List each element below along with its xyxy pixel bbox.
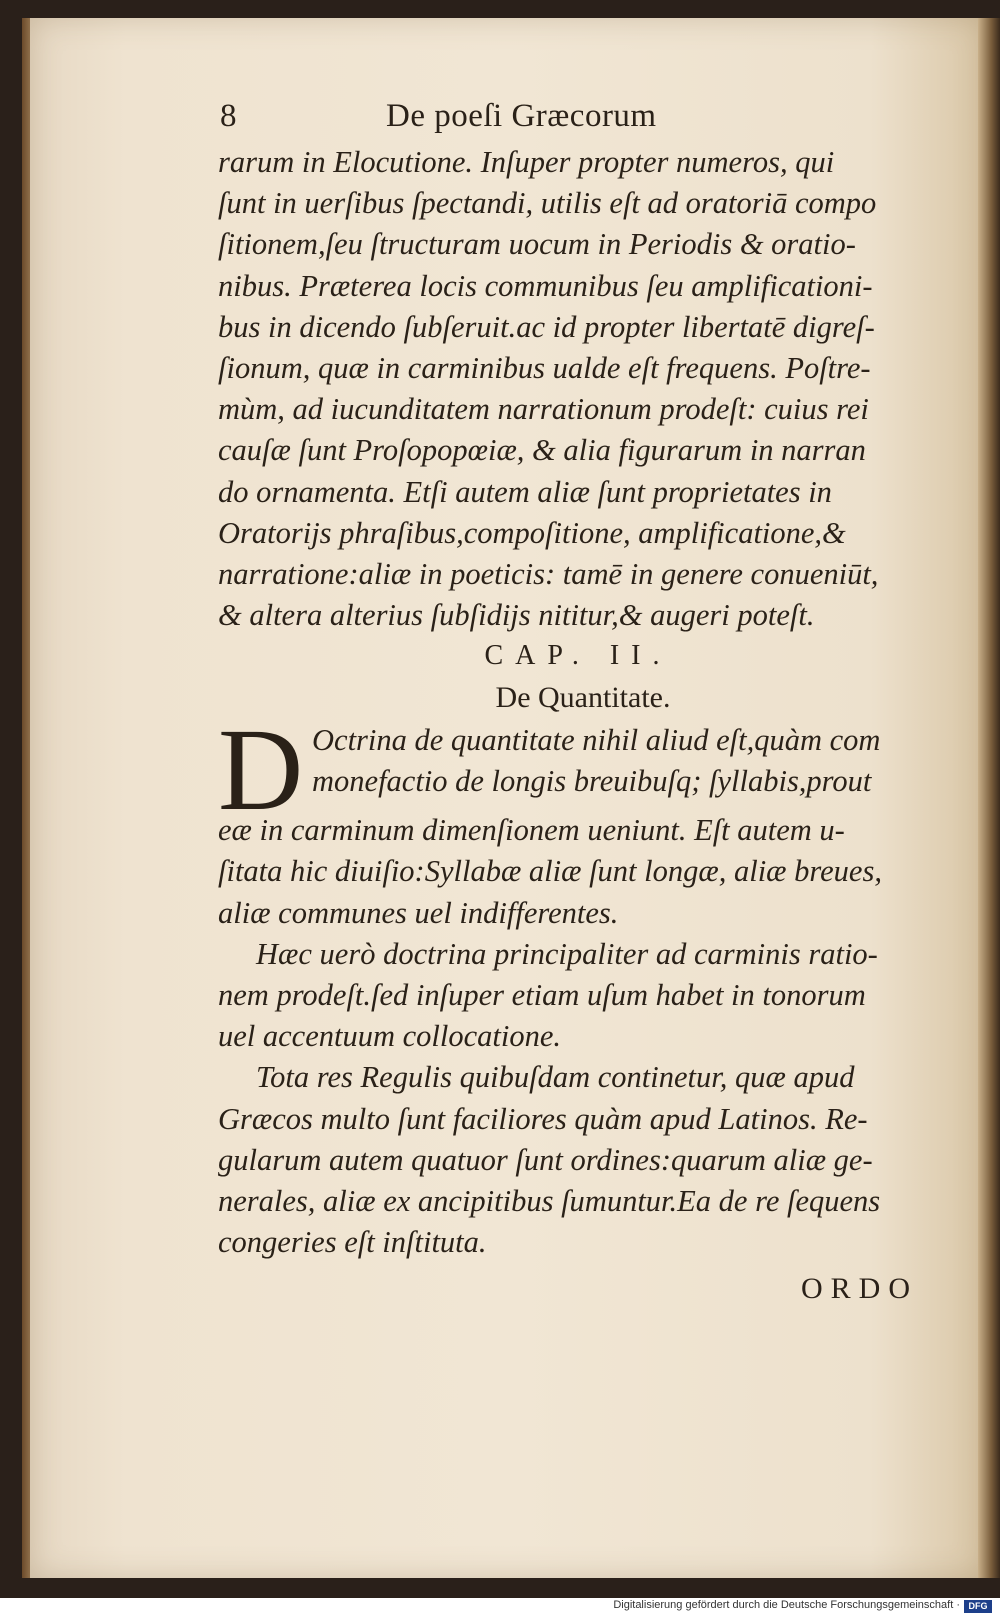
text-line: Græcos multo ſunt faciliores quàm apud Latinos. Re- xyxy=(218,1101,868,1136)
text-line: ſitata hic diuiſio:Syllabæ aliæ ſunt longæ, aliæ breues, xyxy=(218,854,882,889)
text-line: monefactio de longis breuibuſq; ſyllabis,prout xyxy=(312,764,872,799)
text-line: nem prodeſt.ſed inſuper etiam uſum habet in tonorum xyxy=(218,978,866,1012)
text-line: mùm, ad iucunditatem narrationum prodeſt: cuius rei xyxy=(218,392,869,427)
text-line: Hæc uerò doctrina principaliter ad carminis ratio- xyxy=(256,936,878,971)
text-line: & altera alterius ſubſidijs nititur,& augeri poteſt. xyxy=(218,598,815,633)
text-line: Oratorijs phraſibus,compoſitione, amplificatione,& xyxy=(218,515,846,550)
text-line: do ornamenta. Etſi autem aliæ ſunt proprietates in xyxy=(218,474,832,509)
text-line: narratione:aliæ in poeticis: tamē in genere conueniūt, xyxy=(218,556,879,591)
text-line: aliæ communes uel indifferentes. xyxy=(218,895,619,930)
page-stack-edge xyxy=(978,18,1000,1578)
text-line: Octrina de quantitate nihil aliud eſt,quàm com xyxy=(312,723,881,758)
paragraph-quantitate-intro xyxy=(218,704,918,934)
text-line: ſitionem,ſeu ſtructuram uocum in Periodis & oratio- xyxy=(218,227,856,262)
page-text-block xyxy=(218,92,918,1311)
text-line: ſunt in uerſibus ſpectandi, utilis eſt ad oratoriā compo xyxy=(218,186,877,221)
text-line: nerales, aliæ ex ancipitibus ſumuntur.Ea de re ſequens xyxy=(218,1183,881,1218)
paragraph-doctrina xyxy=(218,934,918,1058)
text-line: ſionum, quæ in carminibus ualde eſt frequens. Poſtre- xyxy=(218,350,871,385)
text-line: cauſæ ſunt Proſopopœiæ, & alia figurarum in narran xyxy=(218,433,866,468)
catchword: ORDO xyxy=(800,1272,918,1306)
page-number: 8 xyxy=(220,98,237,134)
text-line: rarum in Elocutione. Inſuper propter numeros, qui xyxy=(218,145,835,179)
text-line: bus in dicendo ſubſeruit.ac id propter libertatē digreſ- xyxy=(218,309,875,344)
chapter-heading: CAP. II. xyxy=(484,640,672,672)
text-line: congeries eſt inſtituta. xyxy=(218,1225,487,1260)
drop-cap-initial: D xyxy=(218,704,304,836)
body-text xyxy=(218,142,918,636)
text-line: Tota res Regulis quibuſdam continetur, quæ apud xyxy=(256,1060,855,1095)
digitization-credit: Digitalisierung gefördert durch die Deutsche Forschungsgemeinschaft · xyxy=(613,1599,960,1611)
running-head xyxy=(218,92,918,142)
running-title: De poeſi Græcorum xyxy=(386,98,657,134)
text-line: uel accentuum collocatione. xyxy=(218,1019,562,1054)
text-line: eæ in carminum dimenſionem ueniunt. Eſt autem u- xyxy=(218,813,845,848)
chapter-subtitle: De Quantitate. xyxy=(495,681,671,715)
paragraph-regulae xyxy=(218,1057,918,1263)
text-line: gularum autem quatuor ſunt ordines:quarum aliæ ge- xyxy=(218,1142,873,1177)
text-line: nibus. Præterea locis communibus ſeu amplificationi- xyxy=(218,268,873,303)
dfg-logo: DFG xyxy=(964,1600,992,1613)
